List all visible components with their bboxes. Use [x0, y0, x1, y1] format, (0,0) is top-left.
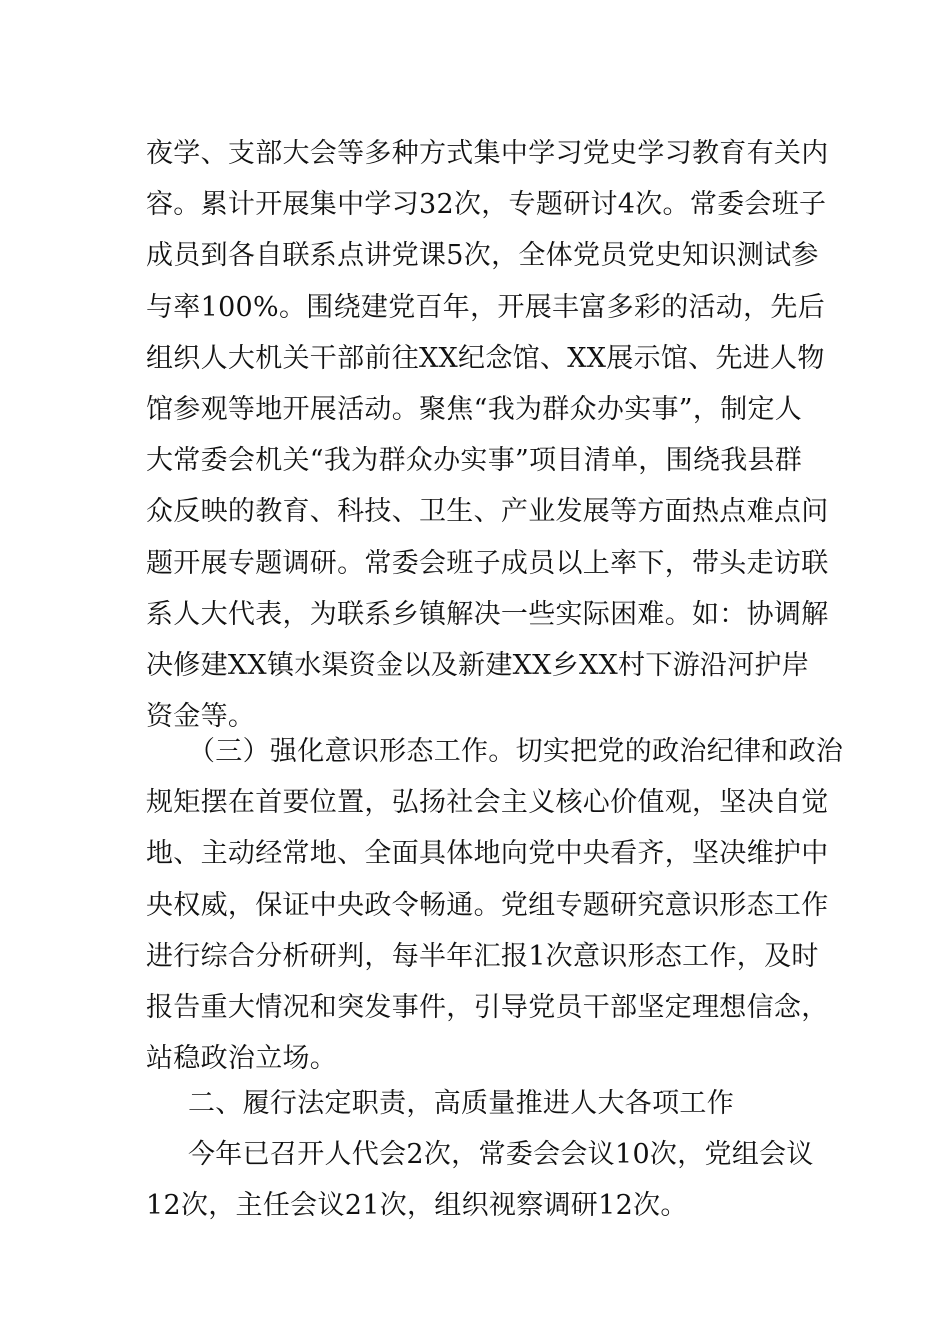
paragraph-line: 资金等。: [146, 701, 256, 733]
paragraph-line: 决修建XX镇水渠资金以及新建XX乡XX村下游沿河护岸: [146, 649, 810, 681]
paragraph-ideology-work: [146, 726, 844, 1084]
paragraph-line: 成员到各自联系点讲党课5次，全体党员党史知识测试参: [146, 240, 819, 272]
paragraph-study-activities: [146, 128, 829, 742]
paragraph-line: 进行综合分析研判，每半年汇报1次意识形态工作，及时: [146, 940, 819, 972]
paragraph-line: 大常委会机关“我为群众办实事”项目清单，围绕我县群: [146, 445, 803, 477]
paragraph-line: 馆参观等地开展活动。聚焦“我为群众办实事”，制定人: [146, 393, 803, 425]
paragraph-line: 众反映的教育、科技、卫生、产业发展等方面热点难点问: [146, 496, 829, 528]
paragraph-line: 12次，主任会议21次，组织视察调研12次。: [146, 1190, 688, 1222]
paragraph-line: 今年已召开人代会2次，常委会会议10次，党组会议: [188, 1139, 814, 1170]
paragraph-line: 夜学、支部大会等多种方式集中学习党史学习教育有关内: [146, 138, 829, 169]
paragraph-line: 报告重大情况和突发事件，引导党员干部坚定理想信念，: [146, 991, 829, 1023]
paragraph-line: 容。累计开展集中学习32次，专题研讨4次。常委会班子: [146, 189, 827, 221]
paragraph-line: （三）强化意识形态工作。切实把党的政治纪律和政治: [188, 736, 844, 767]
paragraph-line: 站稳政治立场。: [146, 1043, 338, 1075]
paragraph-line: 地、主动经常地、全面具体地向党中央看齐，坚决维护中: [146, 838, 829, 870]
paragraph-line: 央权威，保证中央政令畅通。党组专题研究意识形态工作: [146, 889, 829, 921]
paragraph-line: 与率100%。围绕建党百年，开展丰富多彩的活动，先后: [146, 291, 825, 323]
paragraph-line: 规矩摆在首要位置，弘扬社会主义核心价值观，坚决自觉: [146, 787, 829, 819]
section-heading: [146, 1078, 810, 1129]
paragraph-line: 题开展专题调研。常委会班子成员以上率下，带头走访联: [146, 547, 829, 579]
section-heading-text: 二、履行法定职责，高质量推进人大各项工作: [188, 1088, 734, 1119]
paragraph-line: 系人大代表，为联系乡镇解决一些实际困难。如：协调解: [146, 598, 829, 630]
paragraph-meetings: [146, 1129, 814, 1231]
paragraph-line: 组织人大机关干部前往XX纪念馆、XX展示馆、先进人物: [146, 342, 825, 374]
